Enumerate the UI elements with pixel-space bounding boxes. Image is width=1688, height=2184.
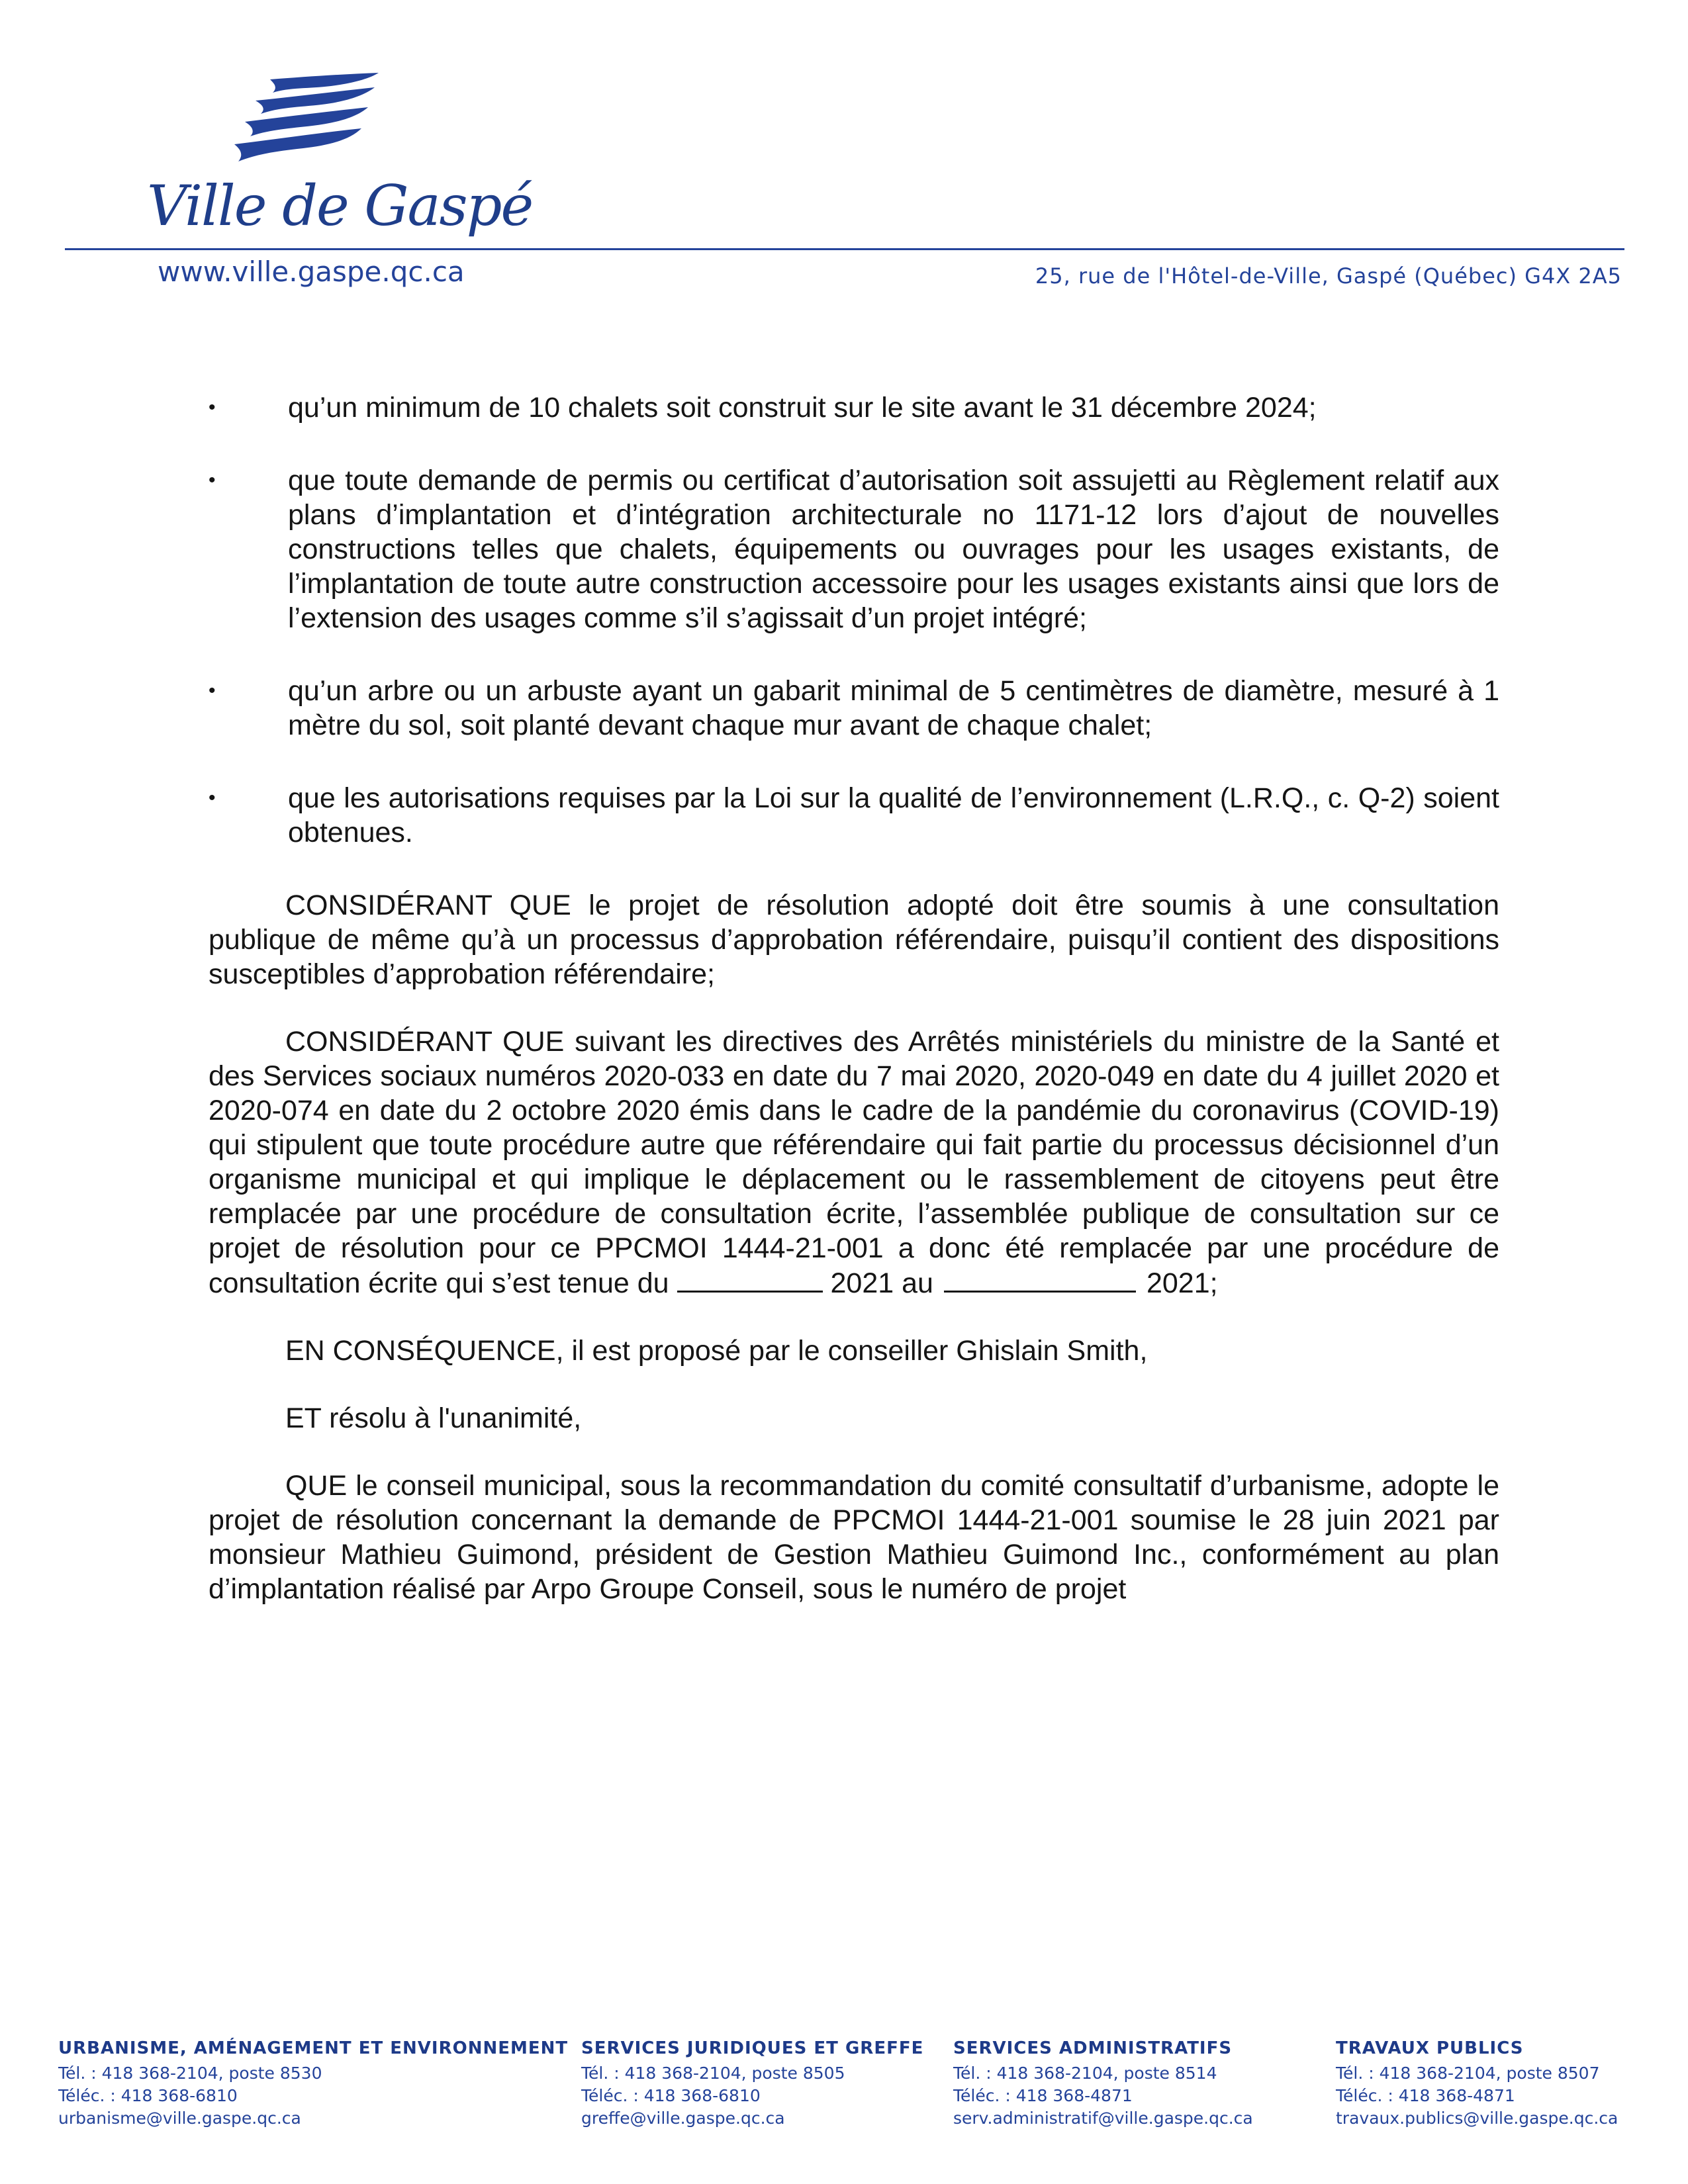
condition-item	[209, 674, 1499, 743]
date-blank-line	[944, 1265, 1136, 1293]
bullet-icon: •	[209, 787, 216, 809]
footer-department-travaux	[1336, 2037, 1618, 2130]
footer-phone: Tél. : 418 368-2104, poste 8505	[581, 2064, 845, 2083]
que-conseil-paragraph: QUE le conseil municipal, sous la recommandation du comité consultatif d’urbanisme, adopte le projet de résolution concernant la demande de PPCMOI 1444-21-001 soumise le 28 juin 2021 par monsieur Mathieu Guimond, président de Gestion Mathieu Guimond Inc., conformément au plan d’implantation réalisé par Arpo Groupe Conseil, sous le numéro de projet	[209, 1470, 1499, 1605]
brand-name: Ville de Gaspé	[147, 173, 533, 238]
footer-department-greffe	[581, 2037, 923, 2130]
condition-text: que les autorisations requises par la Loi sur la qualité de l’environnement (L.R.Q., c. Q-2) soient obtenues.	[288, 782, 1499, 848]
bullet-icon: •	[209, 469, 216, 491]
footer-phone: Tél. : 418 368-2104, poste 8514	[953, 2064, 1217, 2083]
considerant-year-start: 2021 au	[830, 1267, 933, 1299]
footer-email: travaux.publics@ville.gaspe.qc.ca	[1336, 2109, 1618, 2128]
header-address: 25, rue de l'Hôtel-de-Ville, Gaspé (Québec) G4X 2A5	[1035, 263, 1622, 289]
considerant-paragraph-2-text: CONSIDÉRANT QUE suivant les directives des Arrêtés ministériels du ministre de la Santé et des Services sociaux numéros 2020-033 en date du 7 mai 2020, 2020-049 en date du 4 juillet 2020 et 2020-074 en date du 2 octobre 2020 émis dans le cadre de la pandémie du coronavirus (COVID-19) qui stipulent que toute procédure autre que référendaire qui fait partie du processus décisionnel d’un organisme municipal et qui implique le déplacement ou le rassemblement de citoyens peut être remplacée par une procédure de consultation écrite, l’assemblée publique de consultation sur ce projet de résolution pour ce PPCMOI 1444-21-001 a donc été remplacée par une procédure de consultation écrite qui s’est tenue du	[209, 1026, 1499, 1299]
resolu-paragraph: ET résolu à l'unanimité,	[285, 1402, 582, 1434]
condition-item	[209, 463, 1499, 635]
considerant-paragraph-1: CONSIDÉRANT QUE le projet de résolution adopté doit être soumis à une consultation publique de même qu’à un processus d’approbation référendaire, puisqu’il contient des dispositions susceptibles d’approbation référendaire;	[209, 889, 1499, 990]
condition-item	[209, 390, 1499, 425]
condition-item	[209, 781, 1499, 850]
footer-department-administratifs	[953, 2037, 1253, 2130]
considerant-paragraph-2	[209, 1024, 1499, 1300]
footer-department-title: SERVICES JURIDIQUES ET GREFFE	[581, 2038, 924, 2058]
footer-phone: Tél. : 418 368-2104, poste 8507	[1336, 2064, 1600, 2083]
footer-phone: Tél. : 418 368-2104, poste 8530	[58, 2064, 322, 2083]
footer-email: greffe@ville.gaspe.qc.ca	[581, 2109, 785, 2128]
footer-email: serv.administratif@ville.gaspe.qc.ca	[953, 2109, 1253, 2128]
bullet-icon: •	[209, 680, 216, 702]
condition-text: qu’un arbre ou un arbuste ayant un gabarit minimal de 5 centimètres de diamètre, mesuré à 1 mètre du sol, soit planté devant chaque mur avant de chaque chalet;	[288, 675, 1499, 741]
en-consequence-paragraph: EN CONSÉQUENCE, il est proposé par le conseiller Ghislain Smith,	[285, 1335, 1148, 1367]
footer-fax: Téléc. : 418 368-4871	[1336, 2086, 1515, 2105]
footer-department-title: URBANISME, AMÉNAGEMENT ET ENVIRONNEMENT	[58, 2038, 569, 2058]
footer-email: urbanisme@ville.gaspe.qc.ca	[58, 2109, 301, 2128]
condition-text: que toute demande de permis ou certificat d’autorisation soit assujetti au Règlement relatif aux plans d’implantation et d’intégration architecturale no 1171-12 lors d’ajout de nouvelles constructions telles que chalets, équipements ou ouvrages pour les usages existants, de l’implantation de toute autre construction accessoire pour les usages existants ainsi que lors de l’extension des usages comme s’il s’agissait d’un projet intégré;	[288, 465, 1499, 634]
footer-fax: Téléc. : 418 368-6810	[58, 2086, 238, 2105]
footer-department-title: TRAVAUX PUBLICS	[1336, 2038, 1524, 2058]
footer-fax: Téléc. : 418 368-4871	[953, 2086, 1133, 2105]
footer-department-title: SERVICES ADMINISTRATIFS	[953, 2038, 1233, 2058]
header-website: www.ville.gaspe.qc.ca	[158, 255, 465, 288]
date-blank-line	[677, 1265, 823, 1293]
condition-text: qu’un minimum de 10 chalets soit construit sur le site avant le 31 décembre 2024;	[288, 392, 1317, 424]
footer-department-urbanisme	[58, 2037, 568, 2130]
waves-logo-icon	[232, 73, 384, 165]
document-body	[209, 390, 1499, 1639]
bullet-icon: •	[209, 396, 216, 418]
footer-fax: Téléc. : 418 368-6810	[581, 2086, 761, 2105]
header-divider	[65, 248, 1624, 250]
considerant-year-end: 2021;	[1146, 1267, 1218, 1299]
